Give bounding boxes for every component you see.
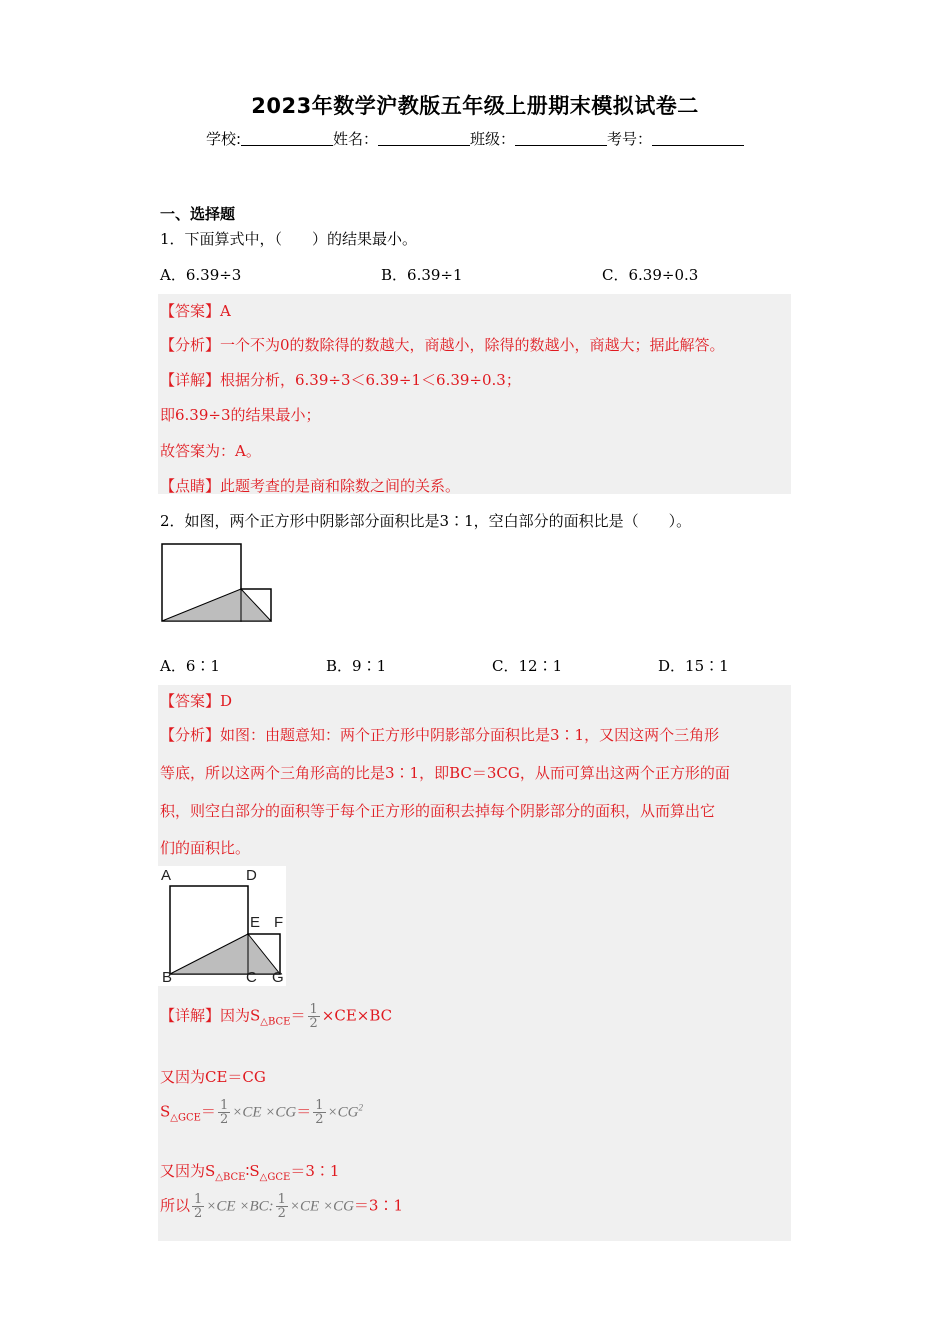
fraction-half: $\frac{1}{2}$	[219, 1098, 229, 1127]
school-blank	[241, 131, 333, 146]
labeled-figure	[158, 866, 286, 986]
q2-option-b: B．9∶1	[326, 657, 387, 675]
q2-detail-2: 又因为CE＝CG	[160, 1068, 266, 1086]
triangle-bce	[170, 934, 248, 974]
q1-solution-box	[158, 294, 791, 494]
label-a: A	[161, 867, 172, 884]
section-heading: 一、选择题	[160, 205, 236, 223]
q2-option-d: D．15∶1	[658, 657, 729, 675]
fraction-half: $\frac{1}{2}$	[315, 1098, 324, 1127]
q2-detail-3: $S_{\triangle GCE}=$ $\frac{1}{2}$ ×CE ×CG＝ $\frac{1}{2}$ $\times CG^2$	[160, 1098, 363, 1127]
exam-no-label: 考号：	[607, 130, 653, 148]
q2-analysis-line-1: 【分析】如图：由题意知：两个正方形中阴影部分面积比是3∶1，又因这两个三角形	[160, 726, 720, 744]
q2-option-a: A．6∶1	[160, 657, 220, 675]
q2-detail-1: 【详解】因为$S_{\triangle BCE}=$ $\frac{1}{2}$ ×CE×BC	[160, 1002, 393, 1031]
shaded-triangle-bce	[162, 589, 241, 621]
label-g: G	[272, 969, 284, 986]
label-b: B	[162, 969, 173, 986]
label-c: C	[246, 969, 257, 986]
q2-stem: 2．如图，两个正方形中阴影部分面积比是3∶1，空白部分的面积比是（ ）。	[160, 512, 692, 530]
q1-detail-1: 【详解】根据分析，6.39÷3＜6.39÷1＜6.39÷0.3；	[160, 371, 521, 389]
q1-detail-3: 故答案为：A。	[160, 442, 261, 460]
q2-detail-4: 又因为$S_{\triangle BCE}∶S_{\triangle GCE}=3∶1$	[160, 1162, 340, 1183]
page-title: 2023年数学沪教版五年级上册期末模拟试卷二	[251, 94, 699, 118]
q2-answer: 【答案】D	[160, 692, 233, 710]
q1-detail-2: 即6.39÷3的结果最小；	[160, 406, 321, 424]
q2-analysis-line-4: 们的面积比。	[160, 839, 251, 857]
fraction-half: $\frac{1}{2}$	[194, 1192, 203, 1221]
q1-option-c: C．6.39÷0.3	[602, 266, 699, 284]
student-info-line	[0, 128, 950, 149]
class-blank	[515, 131, 607, 146]
name-label: 姓名：	[333, 130, 379, 148]
fraction-half: $\frac{1}{2}$	[277, 1192, 286, 1221]
label-e: E	[250, 914, 261, 931]
q2-detail-5: 所以 $\frac{1}{2}$ ×CE ×BC: $\frac{1}{2}$ ×CE ×CG＝3∶1	[160, 1192, 404, 1221]
exam-no-blank	[652, 131, 744, 146]
q2-figure	[160, 542, 274, 624]
q2-analysis-line-2: 等底，所以这两个三角形高的比是3∶1，即BC＝3CG，从而可算出这两个正方形的面	[160, 764, 730, 782]
q1-comment: 【点睛】此题考查的是商和除数之间的关系。	[160, 477, 461, 495]
q2-option-c: C．12∶1	[492, 657, 563, 675]
triangle-gce	[248, 934, 280, 974]
fraction-half: $\frac{1}{2}$	[309, 1002, 318, 1031]
q1-stem: 1．下面算式中，（ ）的结果最小。	[160, 230, 418, 248]
school-label: 学校:	[205, 130, 241, 148]
label-d: D	[246, 867, 257, 884]
q1-option-a: A．6.39÷3	[160, 266, 242, 284]
q1-analysis: 【分析】一个不为0的数除得的数越大，商越小，除得的数越小，商越大；据此解答。	[160, 336, 725, 354]
shaded-triangle-gce	[241, 589, 271, 621]
q1-option-b: B．6.39÷1	[381, 266, 463, 284]
name-blank	[378, 131, 470, 146]
q2-analysis-line-3: 积，则空白部分的面积等于每个正方形的面积去掉每个阴影部分的面积，从而算出它	[160, 802, 716, 820]
q1-answer: 【答案】A	[160, 302, 231, 320]
label-f: F	[274, 914, 284, 931]
class-label: 班级：	[470, 130, 516, 148]
